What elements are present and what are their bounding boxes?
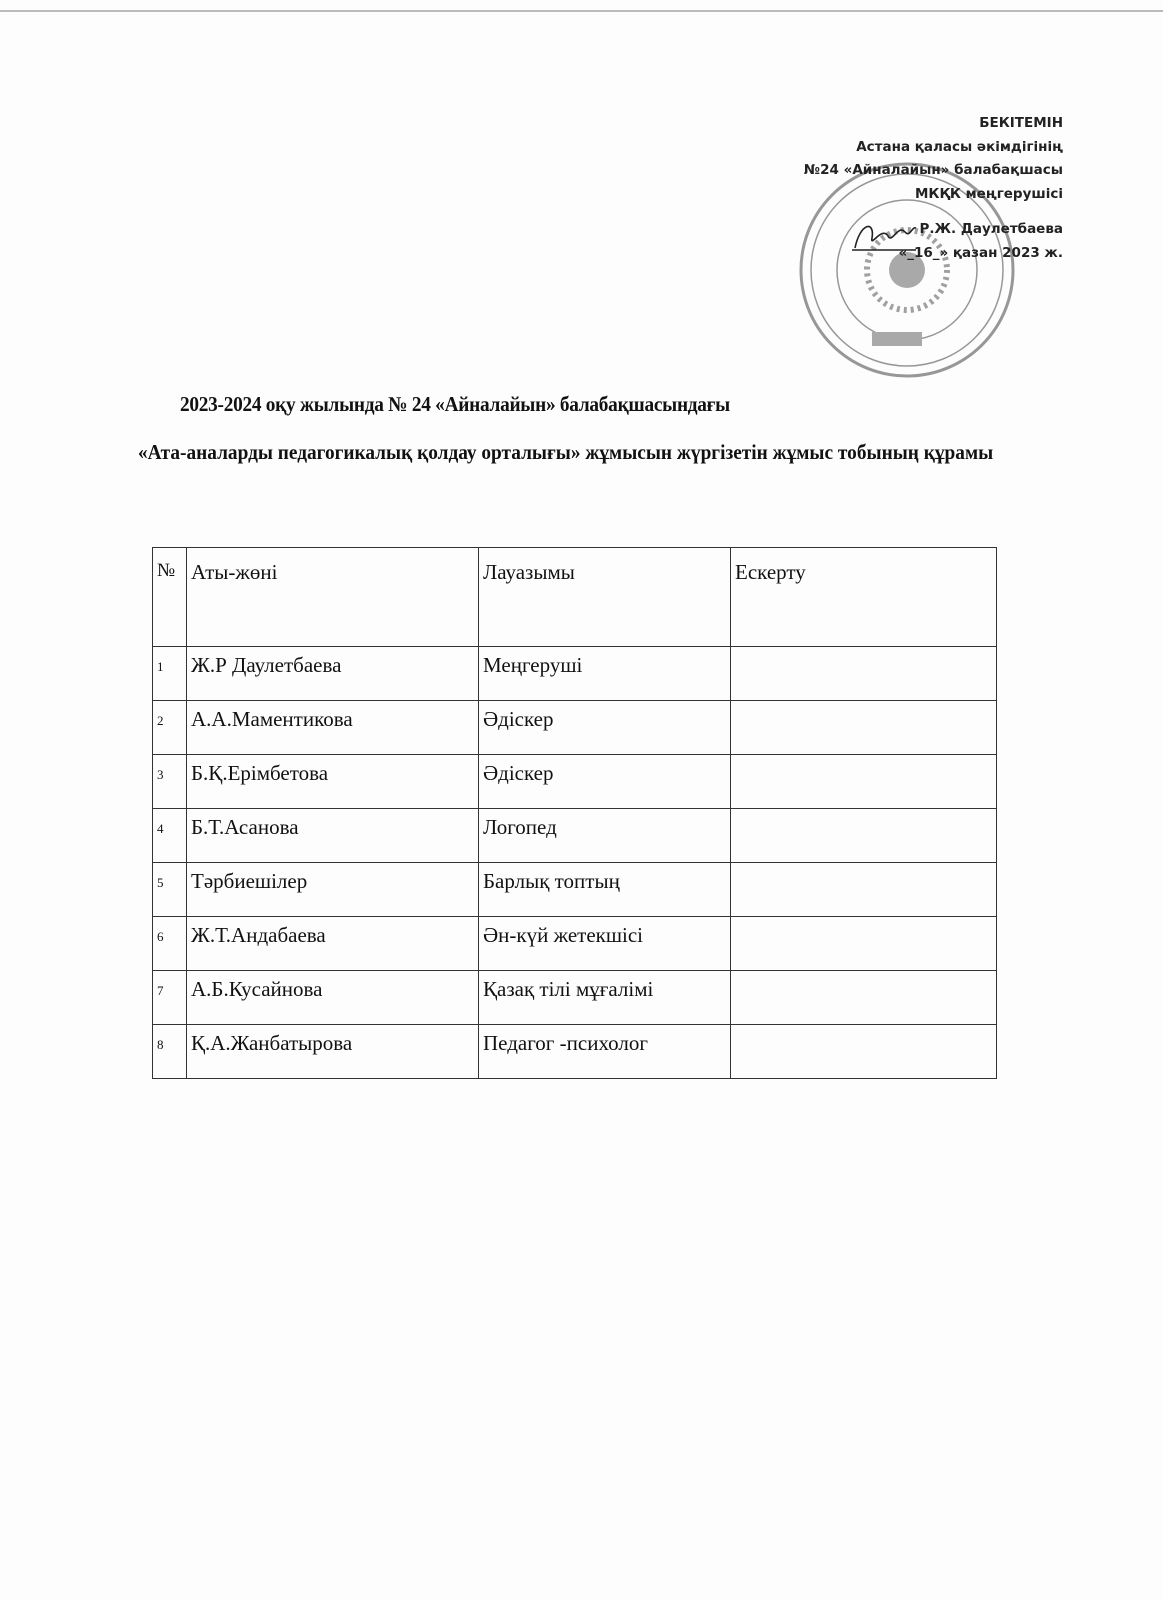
approval-line: №24 «Айналайын» балабақшасы bbox=[803, 162, 1063, 178]
row-position: Барлық топтың bbox=[479, 863, 731, 917]
row-note bbox=[731, 971, 997, 1025]
approval-signatory: Р.Ж. Даулетбаева bbox=[919, 221, 1063, 237]
row-number: 5 bbox=[153, 863, 187, 917]
row-name: Ж.Т.Андабаева bbox=[187, 917, 479, 971]
table-row bbox=[153, 701, 997, 755]
working-group-table bbox=[152, 547, 997, 1079]
table-header-row bbox=[153, 548, 997, 647]
row-position: Логопед bbox=[479, 809, 731, 863]
row-note bbox=[731, 917, 997, 971]
row-name: Қ.А.Жанбатырова bbox=[187, 1025, 479, 1079]
row-name: А.Б.Кусайнова bbox=[187, 971, 479, 1025]
table-row bbox=[153, 917, 997, 971]
approval-line: МКҚК меңгерушісі bbox=[914, 185, 1063, 202]
document-title: 2023-2024 оқу жылында № 24 «Айналайын» балабақшасындағы bbox=[180, 392, 730, 416]
table-row bbox=[153, 647, 997, 701]
approval-heading: БЕКІТЕМІН bbox=[979, 115, 1063, 131]
row-name: Ж.Р Даулетбаева bbox=[187, 647, 479, 701]
approval-line: Астана қаласы әкімдігінің bbox=[856, 138, 1063, 155]
row-note bbox=[731, 1025, 997, 1079]
header-number: № bbox=[153, 548, 187, 647]
row-number: 3 bbox=[153, 755, 187, 809]
scan-edge-line bbox=[0, 10, 1163, 12]
row-number: 4 bbox=[153, 809, 187, 863]
row-name: А.А.Маментикова bbox=[187, 701, 479, 755]
row-number: 7 bbox=[153, 971, 187, 1025]
row-name: Б.Қ.Ерімбетова bbox=[187, 755, 479, 809]
row-position: Әдіскер bbox=[479, 701, 731, 755]
document-subtitle: «Ата-аналарды педагогикалық қолдау орталығы» жұмысын жүргізетін жұмыс тобының құрамы bbox=[138, 440, 994, 464]
row-name: Б.Т.Асанова bbox=[187, 809, 479, 863]
row-note bbox=[731, 809, 997, 863]
table-row bbox=[153, 755, 997, 809]
row-number: 1 bbox=[153, 647, 187, 701]
row-note bbox=[731, 755, 997, 809]
row-note bbox=[731, 863, 997, 917]
table-row bbox=[153, 809, 997, 863]
approval-date: «_16_» қазан 2023 ж. bbox=[898, 244, 1063, 261]
row-note bbox=[731, 701, 997, 755]
row-position: Меңгеруші bbox=[479, 647, 731, 701]
table-row bbox=[153, 863, 997, 917]
approval-block bbox=[804, 112, 1063, 265]
table-row bbox=[153, 971, 997, 1025]
header-name: Аты-жөні bbox=[187, 548, 479, 647]
table-row bbox=[153, 1025, 997, 1079]
row-number: 2 bbox=[153, 701, 187, 755]
row-number: 8 bbox=[153, 1025, 187, 1079]
row-position: Ән-күй жетекшісі bbox=[479, 917, 731, 971]
row-position: Әдіскер bbox=[479, 755, 731, 809]
header-position: Лауазымы bbox=[479, 548, 731, 647]
row-number: 6 bbox=[153, 917, 187, 971]
row-position: Қазақ тілі мұғалімі bbox=[479, 971, 731, 1025]
header-note: Ескерту bbox=[731, 548, 997, 647]
row-note bbox=[731, 647, 997, 701]
row-name: Тәрбиешілер bbox=[187, 863, 479, 917]
row-position: Педагог -психолог bbox=[479, 1025, 731, 1079]
